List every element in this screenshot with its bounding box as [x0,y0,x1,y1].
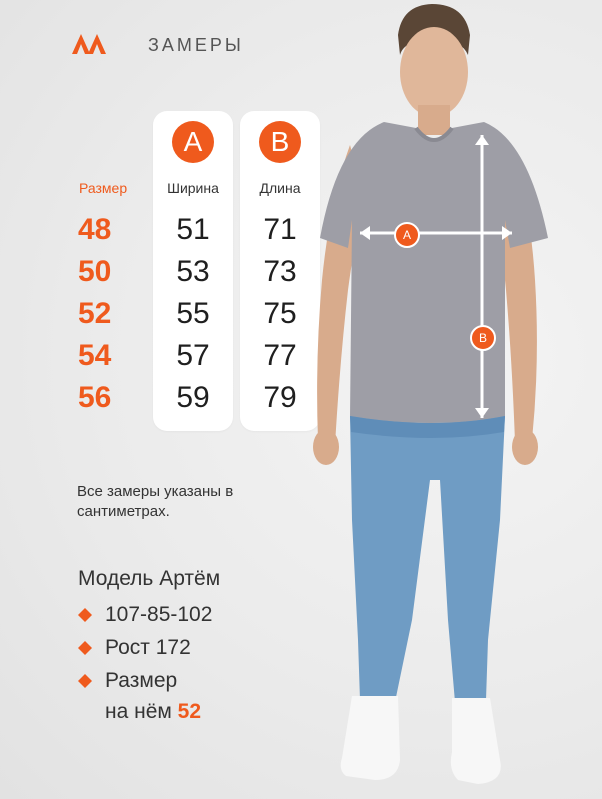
model-size-label: Размер [105,669,178,692]
width-value: 53 [176,255,210,288]
width-value: 55 [176,297,210,330]
diamond-bullet-icon [78,608,92,622]
model-size-prefix: на нём [105,700,178,723]
diamond-bullet-icon [78,641,92,655]
size-value: 56 [78,381,112,414]
diamond-bullet-icon [78,674,92,688]
model-size-value: 52 [177,700,202,723]
model-title: Модель Артём [78,567,221,590]
size-value: 54 [78,339,112,372]
size-value: 50 [78,255,112,288]
length-column-header: Длина [259,180,301,196]
length-marker: B [470,325,496,351]
length-value: 75 [263,297,297,330]
model-measurements: 107-85-102 [105,603,213,626]
size-value: 52 [78,297,112,330]
brand-logo-icon [72,34,126,54]
model-photo [300,0,602,799]
length-value: 73 [263,255,297,288]
model-size-line [105,699,201,725]
length-value: 77 [263,339,297,372]
model-height: Рост 172 [105,636,191,659]
width-column-header: Ширина [167,180,219,196]
page-title: ЗАМЕРЫ [148,35,244,55]
length-value: 71 [263,213,297,246]
size-column-header: Размер [79,180,128,196]
badge-a: A [172,121,214,163]
width-value: 57 [176,339,210,372]
width-value: 51 [176,213,210,246]
units-note: Все замеры указаны в сантиметрах. [77,483,234,520]
length-value: 79 [263,381,297,414]
width-marker: A [394,222,420,248]
badge-b: B [259,121,301,163]
width-value: 59 [176,381,210,414]
size-value: 48 [78,213,112,246]
